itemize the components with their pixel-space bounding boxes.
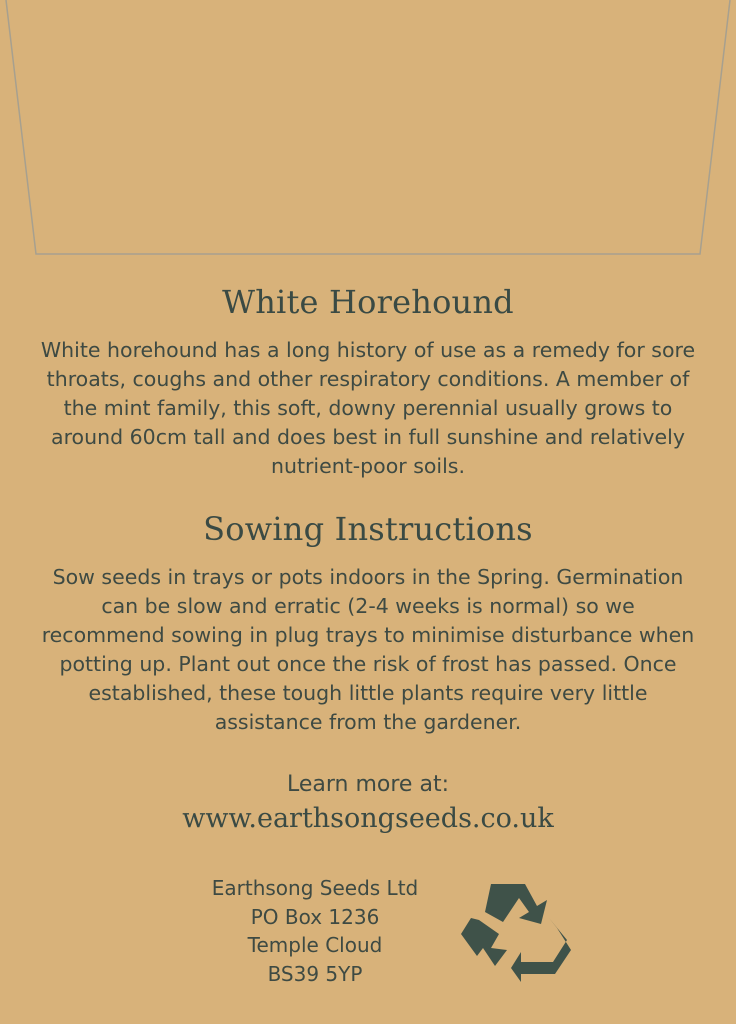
address-line: Temple Cloud — [247, 933, 383, 957]
product-description: White horehound has a long history of use as a remedy for sore throats, coughs and other respiratory conditions. A member of the mint family, this soft, downy perennial usually grows to around 60cm tall and does best in full sunshine and relatively nutrient-poor soils. — [40, 338, 696, 478]
address-line: PO Box 1236 — [250, 904, 380, 929]
envelope-flap — [0, 0, 736, 262]
address-line: BS39 5YP — [267, 961, 363, 986]
sowing-instructions: Sow seeds in trays or pots indoors in the Spring. Germination can be slow and erratic (2-4 weeks is normal) so we recommend sowing in plug trays to minimise disturbance when potting up. Plant out once the risk of frost has passed. Once established, these tough little plants require very little assistance from the gardener. — [41, 565, 695, 734]
website-link[interactable]: www.earthsongseeds.co.uk — [182, 803, 554, 834]
company-address — [190, 874, 440, 988]
sowing-title: Sowing Instructions — [203, 510, 533, 548]
address-line: Earthsong Seeds Ltd — [211, 876, 419, 900]
product-title: White Horehound — [222, 283, 514, 321]
recycle-icon — [455, 878, 575, 990]
learn-more-label: Learn more at: — [287, 772, 449, 797]
